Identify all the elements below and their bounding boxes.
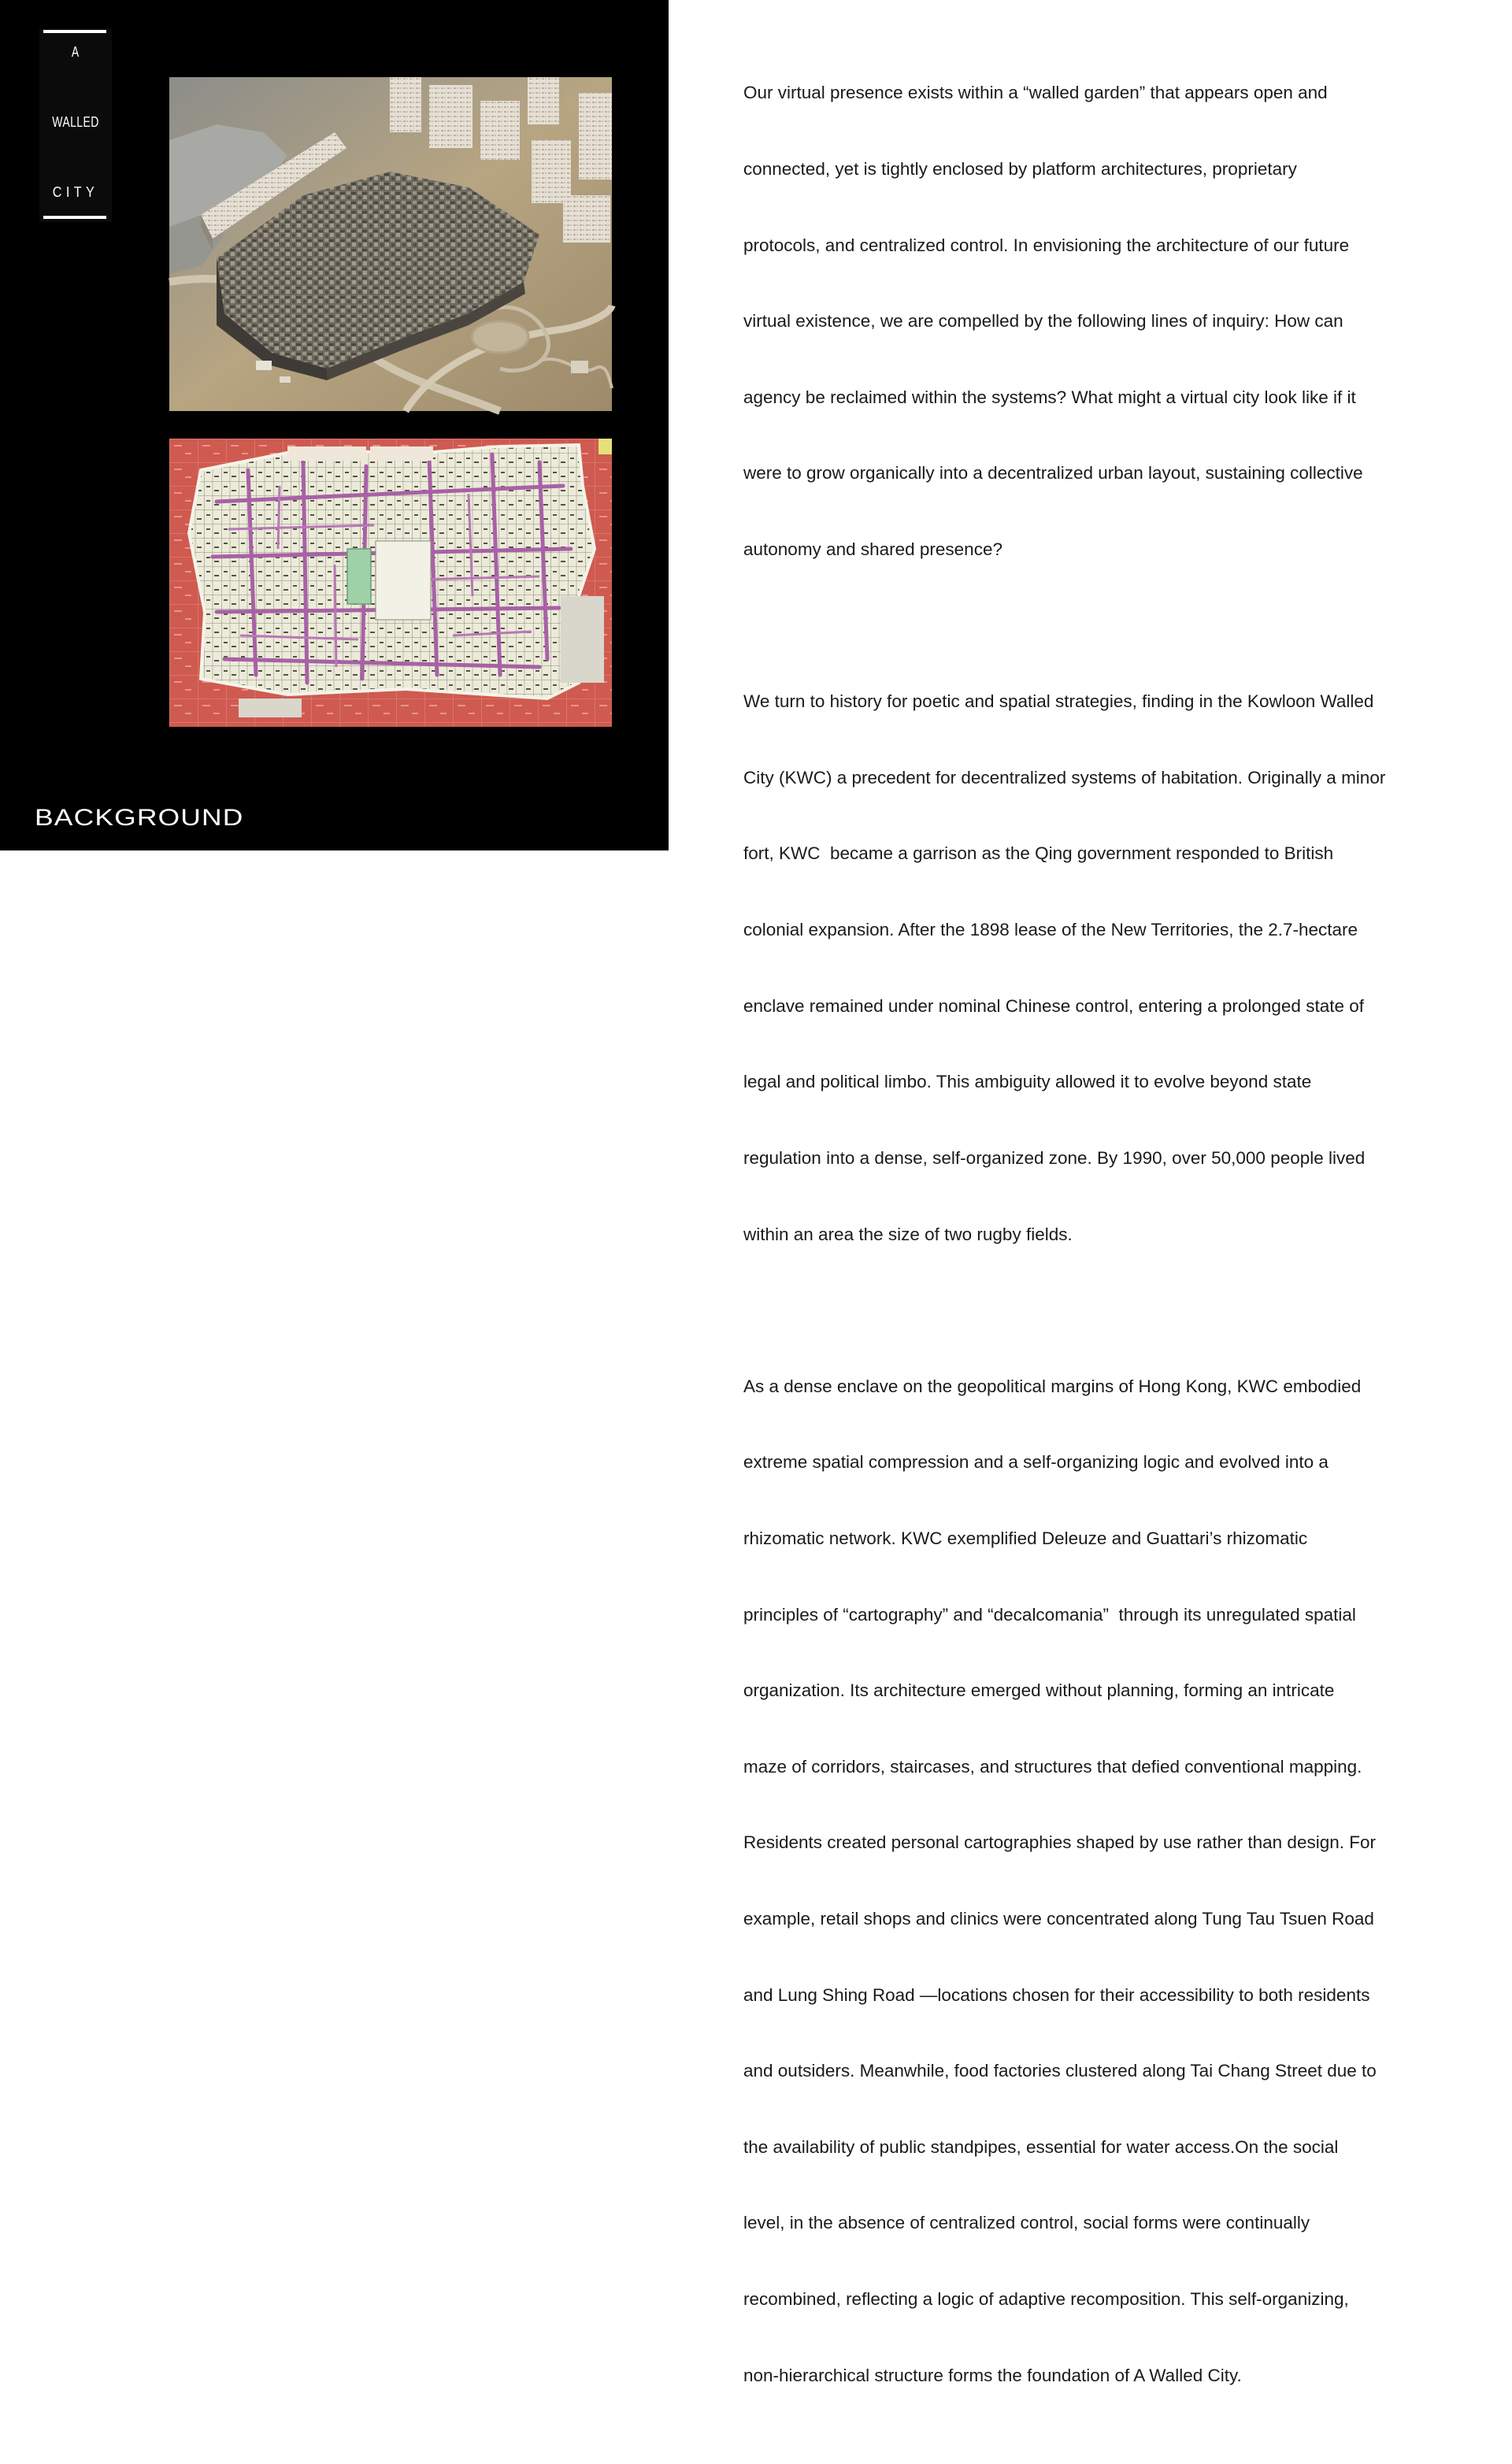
title-bottom-rule bbox=[43, 216, 106, 219]
body-text bbox=[743, 30, 1484, 2464]
map-image bbox=[169, 439, 612, 727]
paragraph-line: fort, KWC became a garrison as the Qing government responded to British bbox=[743, 843, 1334, 864]
left-panel bbox=[0, 0, 669, 850]
paragraph-line: level, in the absence of centralized control, social forms were continually bbox=[743, 2213, 1310, 2233]
title-top-rule bbox=[43, 30, 106, 33]
paragraph-line: legal and political limbo. This ambiguity allowed it to evolve beyond state bbox=[743, 1072, 1312, 1092]
paragraph-3 bbox=[743, 1323, 1484, 2439]
paragraph-line: non-hierarchical structure forms the foundation of A Walled City. bbox=[743, 2365, 1242, 2385]
paragraph-line: maze of corridors, staircases, and structures that defied conventional mapping. bbox=[743, 1756, 1362, 1777]
paragraph-line: We turn to history for poetic and spatial strategies, finding in the Kowloon Walled bbox=[743, 691, 1374, 712]
title-block bbox=[39, 28, 112, 222]
paragraph-line: agency be reclaimed within the systems? What might a virtual city look like if it bbox=[743, 387, 1356, 407]
paragraph-line: were to grow organically into a decentralized urban layout, sustaining collective bbox=[743, 463, 1363, 484]
paragraph-line: regulation into a dense, self-organized zone. By 1990, over 50,000 people lived bbox=[743, 1147, 1366, 1168]
paragraph-line: As a dense enclave on the geopolitical margins of Hong Kong, KWC embodied bbox=[743, 1376, 1362, 1396]
paragraph-line: recombined, reflecting a logic of adaptive recomposition. This self-organizing, bbox=[743, 2289, 1349, 2310]
paragraph-line: the availability of public standpipes, essential for water access.On the social bbox=[743, 2136, 1339, 2157]
paragraph-line: protocols, and centralized control. In envisioning the architecture of our future bbox=[743, 235, 1350, 255]
paragraph-1 bbox=[743, 30, 1484, 613]
title-word-city: CITY bbox=[52, 184, 99, 200]
paragraph-line: virtual existence, we are compelled by the following lines of inquiry: How can bbox=[743, 311, 1343, 332]
paragraph-line: enclave remained under nominal Chinese control, entering a prolonged state of bbox=[743, 995, 1364, 1016]
paragraph-line: within an area the size of two rugby fields. bbox=[743, 1224, 1073, 1244]
paragraph-line: connected, yet is tightly enclosed by platform architectures, proprietary bbox=[743, 159, 1297, 180]
paragraph-line: extreme spatial compression and a self-organizing logic and evolved into a bbox=[743, 1452, 1329, 1473]
paragraph-line: Our virtual presence exists within a “walled garden” that appears open and bbox=[743, 83, 1328, 103]
title-word-a: A bbox=[71, 44, 80, 60]
paragraph-line: rhizomatic network. KWC exemplified Deleuze and Guattari’s rhizomatic bbox=[743, 1528, 1308, 1548]
paragraph-line: example, retail shops and clinics were concentrated along Tung Tau Tsuen Road bbox=[743, 1909, 1374, 1929]
paragraph-line: and Lung Shing Road —locations chosen for their accessibility to both residents bbox=[743, 1984, 1370, 2005]
paragraph-line: City (KWC) a precedent for decentralized systems of habitation. Originally a minor bbox=[743, 767, 1386, 787]
paragraph-line: autonomy and shared presence? bbox=[743, 539, 1002, 560]
paragraph-line: organization. Its architecture emerged without planning, forming an intricate bbox=[743, 1680, 1335, 1701]
section-heading: BACKGROUND bbox=[35, 805, 244, 831]
paragraph-line: principles of “cartography” and “decalcomania” through its unregulated spatial bbox=[743, 1604, 1356, 1625]
title-word-walled: WALLED bbox=[52, 114, 99, 130]
aerial-photo bbox=[169, 77, 612, 411]
paragraph-line: Residents created personal cartographies shaped by use rather than design. For bbox=[743, 1832, 1376, 1853]
paragraph-line: colonial expansion. After the 1898 lease of the New Territories, the 2.7-hectare bbox=[743, 920, 1358, 940]
paragraph-line: and outsiders. Meanwhile, food factories clustered along Tai Chang Street due to bbox=[743, 2061, 1377, 2081]
paragraph-2 bbox=[743, 639, 1484, 1298]
